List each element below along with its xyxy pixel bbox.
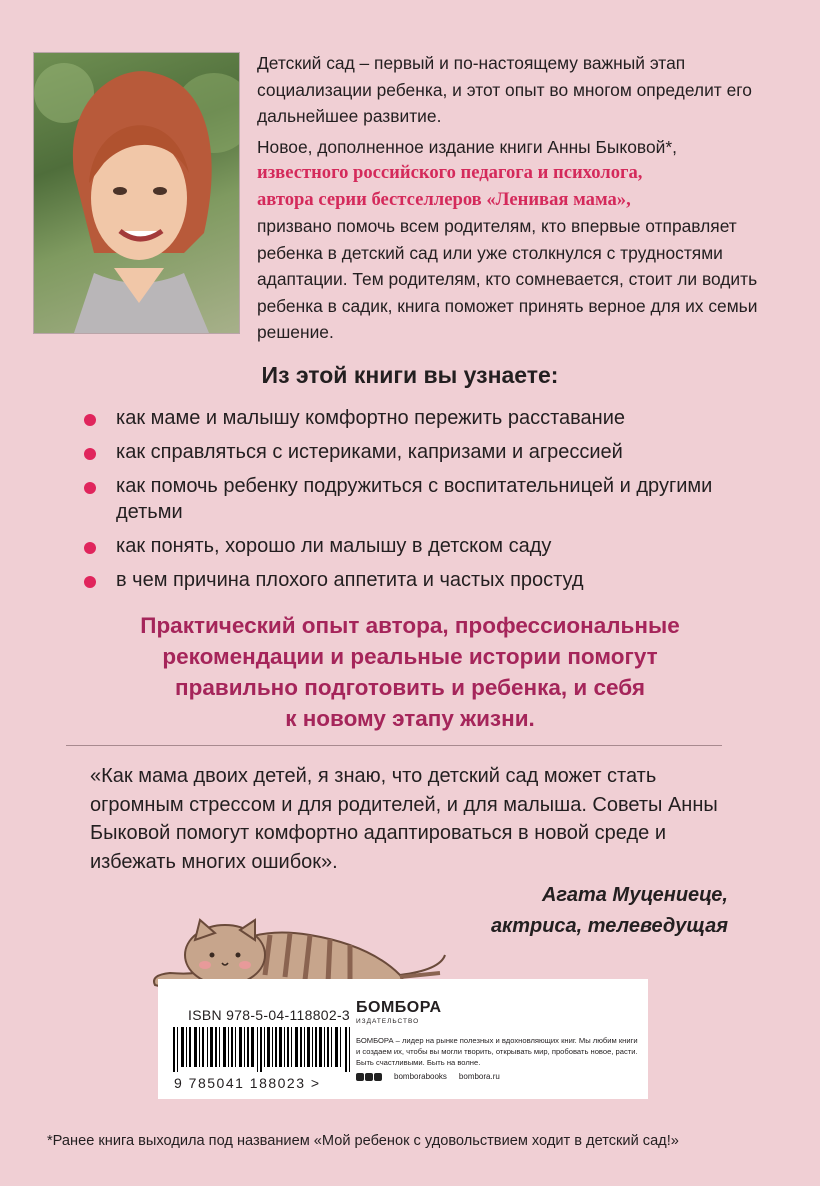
section-heading: Из этой книги вы узнаете:	[261, 362, 559, 388]
attribution-name: Агата Муцениеце,	[541, 884, 728, 906]
author-photo	[33, 52, 240, 334]
attribution-role: актриса, телеведущая	[490, 915, 728, 937]
practical-summary	[60, 610, 760, 734]
social-icons	[356, 1073, 382, 1081]
footnote: *Ранее книга выходила под названием «Мой ребенок с удовольствием ходит в детский сад!»	[47, 1133, 679, 1149]
bullet-icon	[84, 482, 96, 494]
quote-attribution	[491, 880, 728, 942]
barcode	[173, 1027, 351, 1072]
list-item	[84, 473, 744, 525]
bullet-text: как понять, хорошо ли малышу в детском саду	[116, 535, 552, 557]
list-item	[84, 439, 744, 465]
testimonial-quote	[90, 762, 740, 876]
bullet-icon	[84, 414, 96, 426]
practical-line: Практический опыт автора, профессиональные	[140, 613, 680, 638]
bullet-text: в чем причина плохого аппетита и частых простуд	[116, 569, 584, 591]
publisher-social	[356, 1072, 500, 1081]
intro-p2-end: призвано помочь всем родителям, кто впервые отправляет ребенка в детский сад или уже столкнулся с трудностями адаптации. Тем родителям, кто сомневается, стоит ли водить ребенка в садик, книга поможет принять верное для их семьи решение.	[257, 216, 758, 342]
bullet-text: как справляться с истериками, капризами и агрессией	[116, 441, 623, 463]
bullet-icon	[84, 448, 96, 460]
bullet-icon	[84, 576, 96, 588]
practical-line: рекомендации и реальные истории помогут	[162, 644, 658, 669]
bullet-text: как помочь ребенку подружиться с воспитательницей и другими детьми	[116, 475, 713, 523]
quote-text: «Как мама двоих детей, я знаю, что детский сад может стать огромным стрессом и для родителей, и для малыша. Советы Анны Быковой помогут комфортно адаптироваться в новой среде и избежать многих ошибок».	[90, 765, 718, 873]
intro-paragraph-2	[257, 134, 767, 346]
author-credential-2: автора серии бестселлеров «Ленивая мама»,	[257, 188, 631, 210]
publisher-description: БОМБОРА – лидер на рынке полезных и вдохновляющих книг. Мы любим книги и создаем их, чтобы вы могли творить, открывать мир, пробовать новое, расти. Быть счастливыми. Быть на волне.	[356, 1036, 638, 1067]
bullet-list	[84, 405, 744, 601]
barcode-panel	[158, 979, 648, 1099]
intro-text	[257, 50, 767, 350]
list-item	[84, 533, 744, 559]
list-item	[84, 405, 744, 431]
barcode-number: 9 785041 188023 >	[174, 1075, 321, 1091]
publisher-sub: ИЗДАТЕЛЬСТВО	[356, 1018, 420, 1025]
author-credential-1: известного российского педагога и психолога,	[257, 162, 643, 183]
publisher-logo: БОМБОРА	[356, 999, 442, 1016]
bullet-icon	[84, 542, 96, 554]
publisher-site: bombora.ru	[458, 1072, 500, 1081]
social-handle: bomborabooks	[394, 1072, 447, 1081]
divider	[66, 745, 722, 746]
practical-line: правильно подготовить и ребенка, и себя	[175, 675, 645, 700]
intro-p2-start: Новое, дополненное издание книги Анны Быковой*,	[257, 136, 677, 157]
intro-paragraph-1: Детский сад – первый и по-настоящему важный этап социализации ребенка, и этот опыт во многом определит его дальнейшее развитие.	[257, 53, 752, 126]
isbn-label: ISBN 978-5-04-118802-3	[188, 1007, 350, 1023]
bullet-text: как маме и малышу комфортно пережить расставание	[116, 407, 625, 429]
practical-line: к новому этапу жизни.	[285, 706, 535, 731]
list-item	[84, 567, 744, 593]
